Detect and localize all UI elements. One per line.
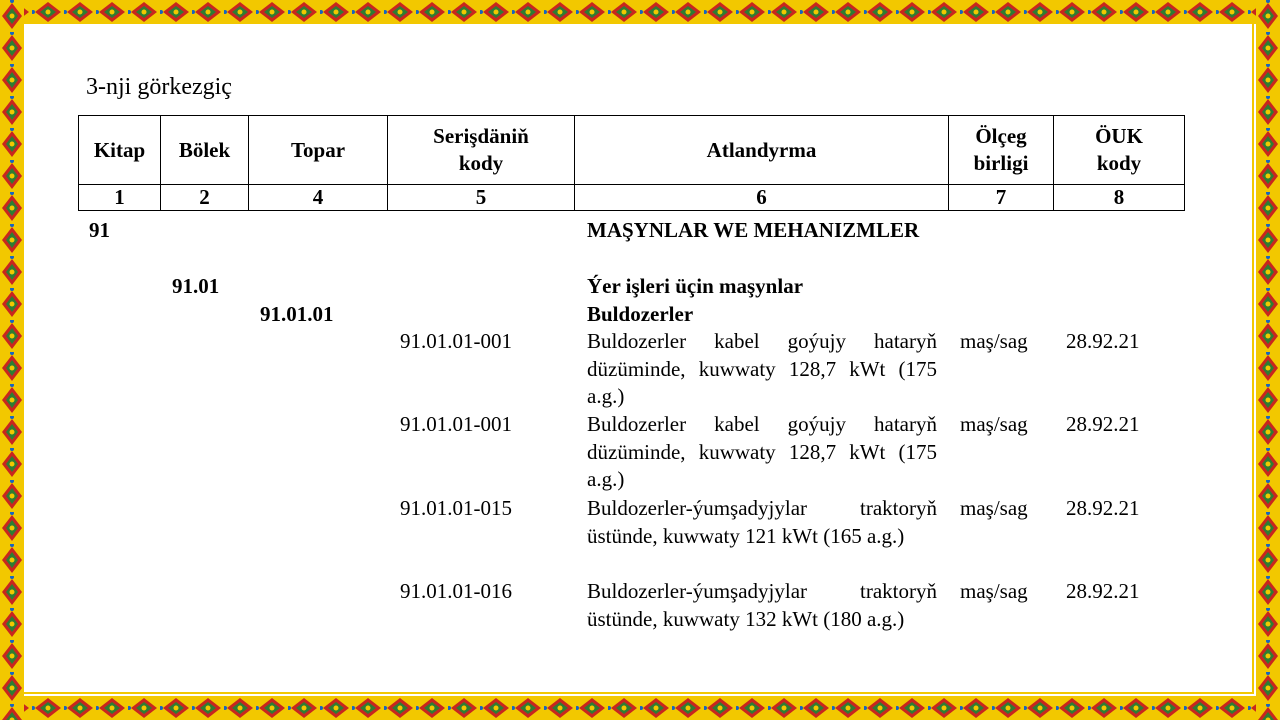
column-number-6: 6 — [575, 185, 949, 211]
row-code: 91.01.01-001 — [400, 329, 512, 353]
header-bolek: Bölek — [161, 116, 249, 185]
table-caption: 3-nji görkezgiç — [86, 74, 232, 100]
row-name: Buldozerler kabel goýujy hataryň düzüminde, kuwwaty 128,7 kWt (175 a.g.) — [587, 329, 937, 408]
row-ouk: 28.92.21 — [1066, 329, 1140, 353]
column-number-8: 8 — [1054, 185, 1185, 211]
ornament-border-right — [1256, 0, 1280, 720]
bolek-code: 91.01 — [172, 274, 220, 298]
ornament-border-top — [0, 0, 1280, 24]
kitap-code: 91 — [89, 218, 110, 242]
ornament-pattern-right — [1256, 0, 1280, 720]
row-unit: maş/sag — [960, 496, 1028, 520]
header-ouk-kody: ÖUK kody — [1054, 116, 1185, 185]
header-atlandyrma: Atlandyrma — [575, 116, 949, 185]
row-unit: maş/sag — [960, 579, 1028, 603]
ornament-pattern-bottom — [0, 696, 1280, 720]
ornament-pattern-top — [0, 0, 1280, 24]
header-serisdanin-kody: Serişdäniň kody — [388, 116, 575, 185]
column-number-1: 1 — [79, 185, 161, 211]
row-name: Buldozerler-ýumşadyjylar traktoryň üstünde, kuwwaty 132 kWt (180 a.g.) — [587, 579, 937, 631]
header-row — [79, 116, 1185, 185]
row-code: 91.01.01-001 — [400, 412, 512, 436]
row-name: Buldozerler-ýumşadyjylar traktoryň üstünde, kuwwaty 121 kWt (165 a.g.) — [587, 496, 937, 548]
column-number-2: 2 — [161, 185, 249, 211]
ornament-pattern-left — [0, 0, 24, 720]
ornament-border-left — [0, 0, 24, 720]
row-ouk: 28.92.21 — [1066, 579, 1140, 603]
header-topar: Topar — [249, 116, 388, 185]
topar-code: 91.01.01 — [260, 302, 334, 326]
row-code: 91.01.01-016 — [400, 579, 512, 603]
row-unit: maş/sag — [960, 412, 1028, 436]
row-unit: maş/sag — [960, 329, 1028, 353]
row-code: 91.01.01-015 — [400, 496, 512, 520]
header-olceg-birligi: Ölçeg birligi — [949, 116, 1054, 185]
ornament-border-bottom — [0, 696, 1280, 720]
row-ouk: 28.92.21 — [1066, 412, 1140, 436]
kitap-name: MAŞYNLAR WE MEHANIZMLER — [587, 218, 920, 242]
row-ouk: 28.92.21 — [1066, 496, 1140, 520]
header-number-row — [79, 185, 1185, 211]
row-name: Buldozerler kabel goýujy hataryň düzüminde, kuwwaty 128,7 kWt (175 a.g.) — [587, 412, 937, 491]
column-number-7: 7 — [949, 185, 1054, 211]
column-number-4: 4 — [249, 185, 388, 211]
column-number-5: 5 — [388, 185, 575, 211]
header-kitap: Kitap — [79, 116, 161, 185]
bolek-name: Ýer işleri üçin maşynlar — [587, 274, 804, 298]
header-table — [78, 115, 1185, 211]
topar-name: Buldozerler — [587, 302, 694, 326]
